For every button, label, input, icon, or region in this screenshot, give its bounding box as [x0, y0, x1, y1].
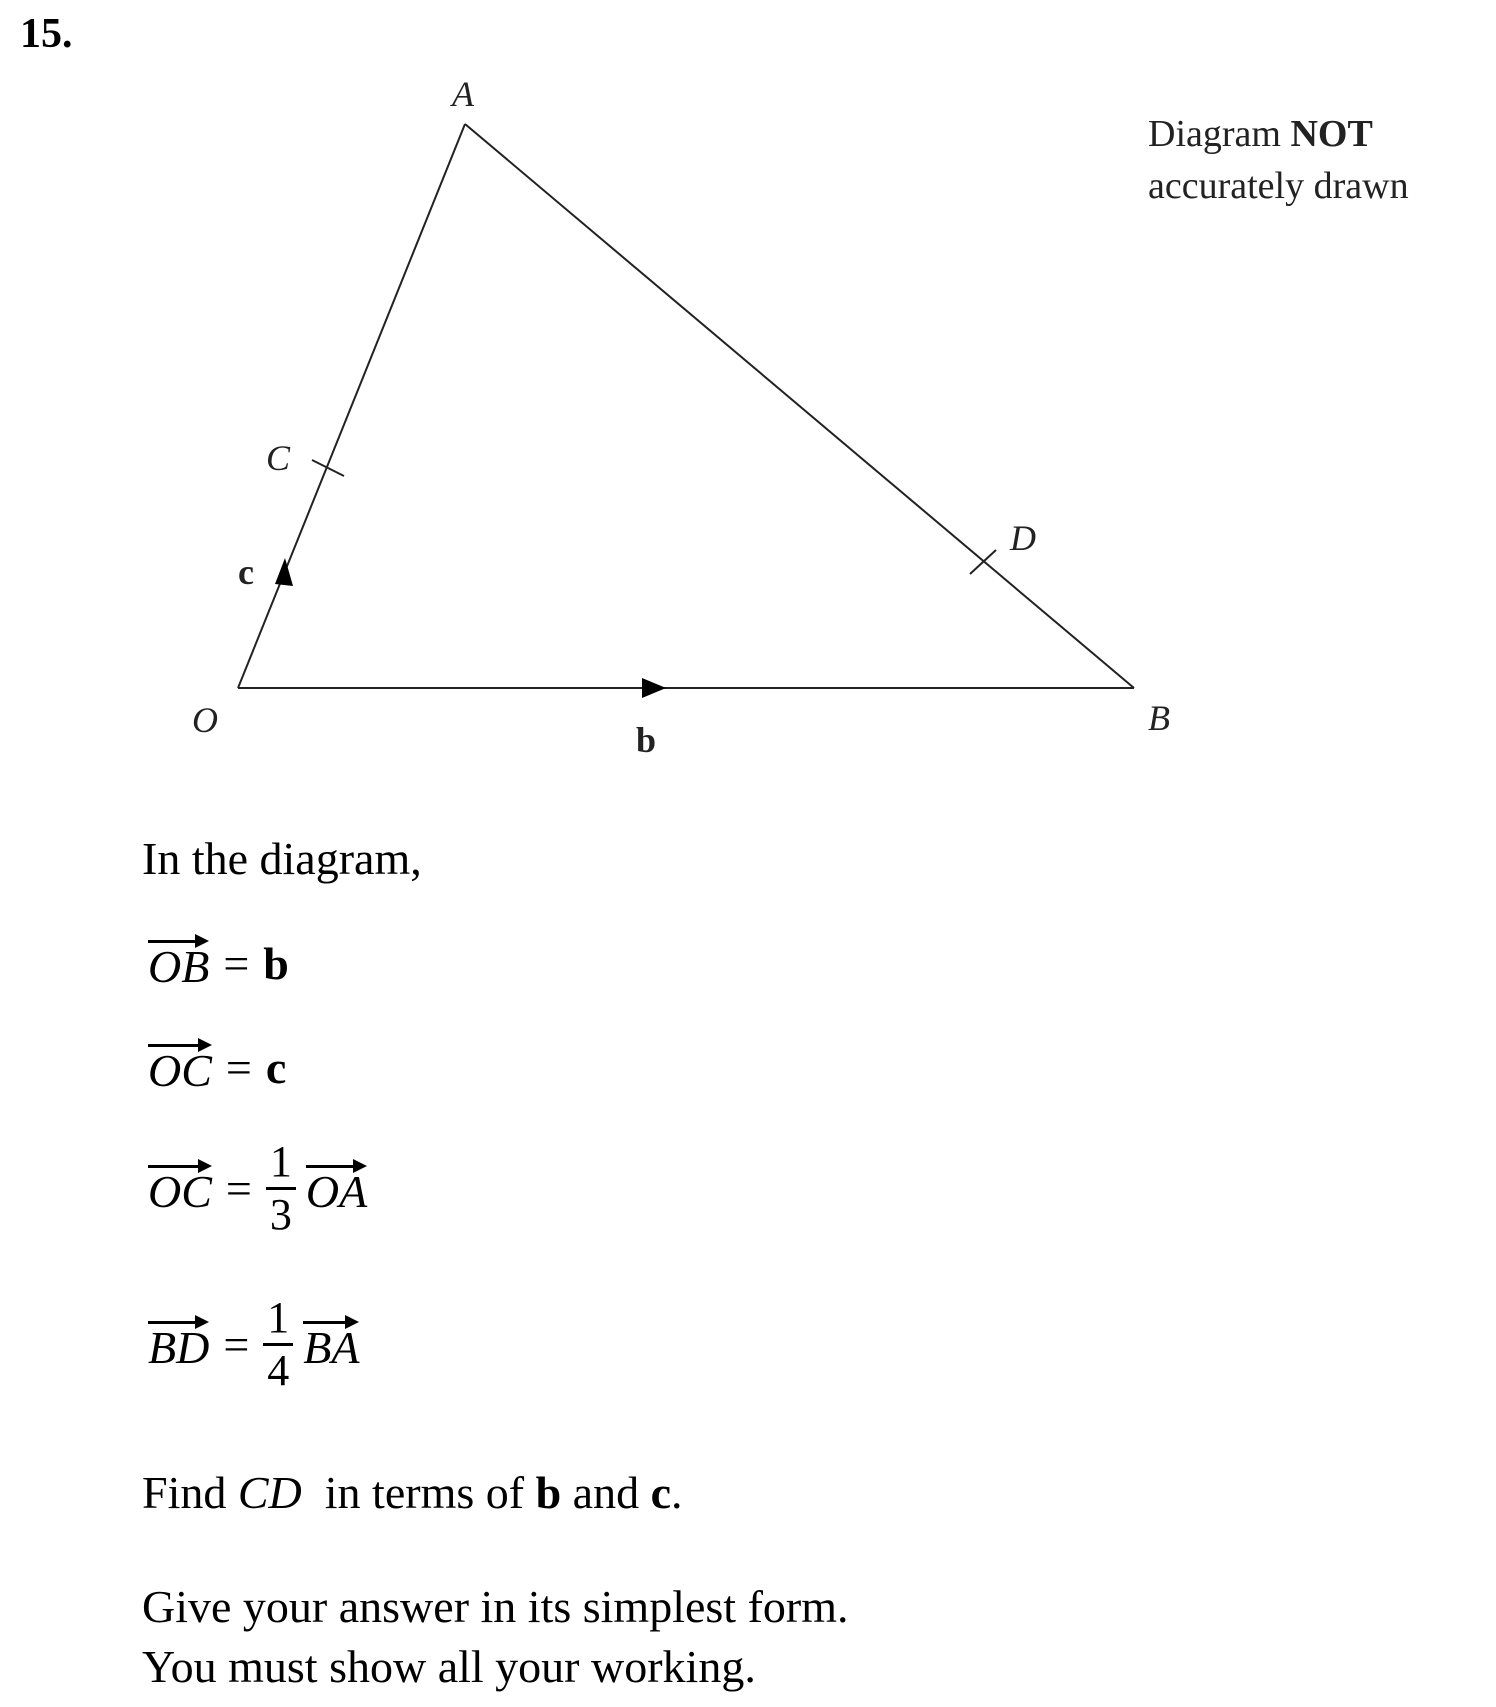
fraction-one-quarter [263, 1293, 293, 1396]
numerator: 1 [263, 1293, 293, 1346]
fraction-one-third [266, 1137, 296, 1240]
point-c-label: C [266, 438, 291, 478]
vector-b-label: b [636, 720, 657, 760]
point-b-label: B [1148, 698, 1170, 738]
note-not: NOT [1290, 113, 1373, 155]
vector-oc: OC [148, 1038, 212, 1097]
intro-text: In the diagram, [142, 833, 422, 884]
equation-oc [148, 1032, 286, 1102]
find-text: Find CD in terms of b and c. [142, 1467, 683, 1518]
equals-sign: = [223, 1318, 250, 1370]
vector-ob: OB [148, 934, 209, 993]
value-c: c [265, 1041, 287, 1093]
point-o-label: O [192, 700, 218, 740]
equals-sign: = [223, 937, 250, 989]
arrow-c [275, 558, 293, 586]
vector-ba: BA [303, 1315, 359, 1374]
vector-c-label: c [238, 552, 254, 592]
equation-oc-fraction [148, 1128, 367, 1248]
triangle-diagram [0, 0, 1496, 780]
vector-oc: OC [148, 1159, 212, 1218]
vector-bd: BD [148, 1315, 209, 1374]
point-d-label: D [1010, 518, 1036, 558]
instruction-simplest-form: Give your answer in its simplest form. [142, 1581, 849, 1632]
instruction-show-working: You must show all your working. [142, 1641, 756, 1692]
note-line2: accurately drawn [1148, 165, 1409, 207]
question-number: 15. [20, 11, 73, 57]
side-ab [465, 124, 1134, 688]
side-oa [238, 124, 465, 688]
vector-oa: OA [306, 1159, 367, 1218]
equals-sign: = [225, 1162, 252, 1214]
c-term: c [650, 1467, 672, 1518]
denominator: 3 [269, 1189, 292, 1239]
point-a-label: A [452, 74, 474, 114]
note-line1: Diagram [1148, 113, 1291, 155]
numerator: 1 [266, 1137, 296, 1190]
b-term: b [535, 1467, 562, 1518]
arrow-b [642, 678, 666, 698]
equals-sign: = [225, 1041, 252, 1093]
denominator: 4 [267, 1345, 290, 1395]
cd-term: CD [237, 1467, 302, 1518]
equation-bd-fraction [148, 1284, 359, 1404]
equation-ob [148, 928, 289, 998]
value-b: b [263, 937, 289, 989]
